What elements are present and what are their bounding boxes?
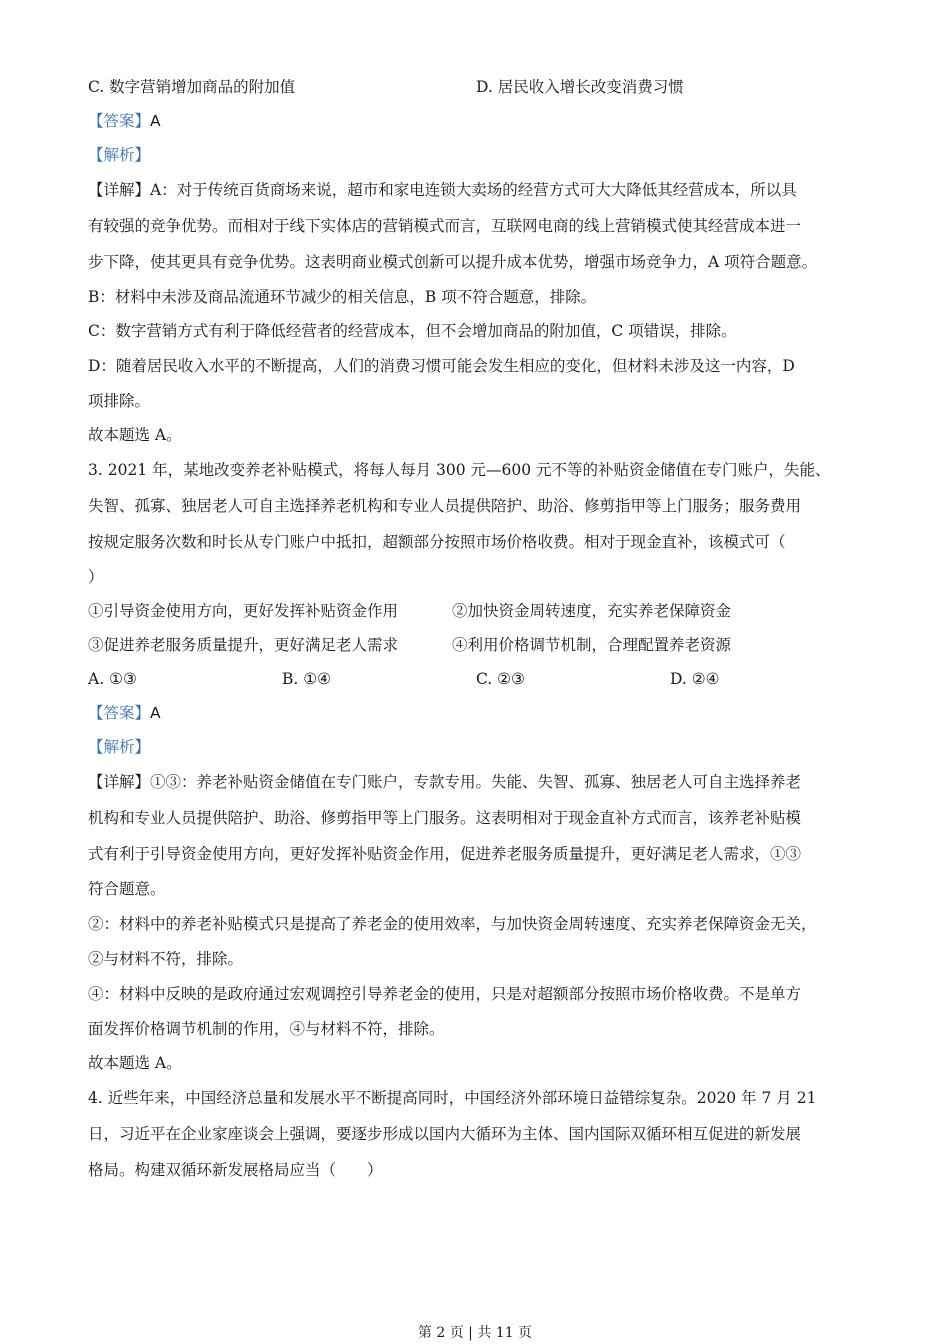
q3-answer-label: 【答案】 xyxy=(88,704,151,722)
q3-detail-line: ②：材料中的养老补贴模式只是提高了养老金的使用效率，与加快资金周转速度、充实养老保障资金无关， xyxy=(88,915,817,933)
q2-analysis-heading: 【解析】 xyxy=(88,146,151,164)
q3-detail-line: 机构和专业人员提供陪护、助浴、修剪指甲等上门服务。这表明相对于现金直补方式而言，该养老补贴模 xyxy=(88,809,802,827)
q2-answer-label: 【答案】 xyxy=(88,112,151,130)
q3-detail-line: 式有利于引导资金使用方向，更好发挥补贴资金作用，促进养老服务质量提升，更好满足老人需求，①③ xyxy=(88,845,802,863)
q3-choices-row xyxy=(88,662,866,696)
q3-answer-value: A xyxy=(150,704,161,722)
q2-detail-line: C：数字营销方式有利于降低经营者的经营成本，但不会增加商品的附加值，C 项错误，排除。 xyxy=(88,322,737,340)
q2-detail-line: D：随着居民收入水平的不断提高，人们的消费习惯可能会发生相应的变化，但材料未涉及这一内容，D xyxy=(88,357,795,375)
q3-detail-line: ④：材料中反映的是政府通过宏观调控引导养老金的使用，只是对超额部分按照市场价格收费。不是单方 xyxy=(88,985,802,1003)
q4-stem-line: 日，习近平在企业家座谈会上强调，要逐步形成以国内大循环为主体、国内国际双循环相互促进的新发展 xyxy=(88,1125,802,1143)
q3-item-3: ③促进养老服务质量提升，更好满足老人需求 xyxy=(88,636,399,654)
q2-option-c: C. 数字营销增加商品的附加值 xyxy=(88,78,296,96)
q2-detail-line: 【详解】A：对于传统百货商场来说，超市和家电连锁大卖场的经营方式可大大降低其经营成本，所以具 xyxy=(88,181,797,199)
q3-choice-b: B. ①④ xyxy=(282,670,332,688)
q2-options-row xyxy=(88,70,866,104)
q3-item-1: ①引导资金使用方向，更好发挥补贴资金作用 xyxy=(88,602,399,620)
q3-item-4: ④利用价格调节机制，合理配置养老资源 xyxy=(452,636,732,654)
page-footer: 第 2 页 | 共 11 页 xyxy=(417,1325,533,1341)
q3-detail-line: 【详解】①③：养老补贴资金储值在专门账户，专款专用。失能、失智、孤寡、独居老人可自主选择养老 xyxy=(88,773,802,791)
q2-detail-line: B：材料中未涉及商品流通环节减少的相关信息，B 项不符合题意，排除。 xyxy=(88,288,597,306)
q3-items-row-1 xyxy=(88,594,866,628)
q4-stem-line: 4. 近些年来，中国经济总量和发展水平不断提高同时，中国经济外部环境日益错综复杂。2020 年 7 月 21 xyxy=(88,1089,817,1107)
q3-detail-line: 符合题意。 xyxy=(88,880,166,898)
q3-choice-c: C. ②③ xyxy=(476,670,525,688)
q3-item-2: ②加快资金周转速度，充实养老保障资金 xyxy=(452,602,732,620)
q3-stem-line: 3. 2021 年，某地改变养老补贴模式，将每人每月 300 元—600 元不等的补贴资金储值在专门账户，失能、 xyxy=(88,461,831,479)
q2-detail-line: 步下降，使其更具有竞争优势。这表明商业模式创新可以提升成本优势，增强市场竞争力，A 项符合题意。 xyxy=(88,253,818,271)
q3-conclusion: 故本题选 A。 xyxy=(88,1054,182,1072)
q2-answer xyxy=(88,104,866,138)
q2-detail-line: 项排除。 xyxy=(88,392,151,410)
q2-option-d: D. 居民收入增长改变消费习惯 xyxy=(476,78,684,96)
q3-detail-line: 面发挥价格调节机制的作用，④与材料不符，排除。 xyxy=(88,1020,445,1038)
q3-analysis-label xyxy=(88,730,866,764)
q3-stem-line: 失智、孤寡、独居老人可自主选择养老机构和专业人员提供陪护、助浴、修剪指甲等上门服务；服务费用 xyxy=(88,497,802,515)
q3-detail-line: ②与材料不符，排除。 xyxy=(88,950,244,968)
q2-answer-value: A xyxy=(150,112,161,130)
q3-analysis-heading: 【解析】 xyxy=(88,738,151,756)
q3-choice-a: A. ①③ xyxy=(88,670,137,688)
q2-conclusion: 故本题选 A。 xyxy=(88,426,182,444)
q3-items-row-2 xyxy=(88,628,866,662)
q3-choice-d: D. ②④ xyxy=(670,670,720,688)
q3-answer xyxy=(88,696,866,730)
q3-stem-line: ） xyxy=(88,568,104,586)
q3-stem-line: 按规定服务次数和时长从专门账户中抵扣，超额部分按照市场价格收费。相对于现金直补，该模式可（ xyxy=(88,533,786,551)
page-content xyxy=(88,76,866,1194)
q2-detail-line: 有较强的竞争优势。而相对于线下实体店的营销模式而言，互联网电商的线上营销模式使其经营成本进一 xyxy=(88,217,802,235)
q2-analysis-label xyxy=(88,138,866,172)
q4-stem-line: 格局。构建双循环新发展格局应当（ ） xyxy=(88,1161,383,1179)
